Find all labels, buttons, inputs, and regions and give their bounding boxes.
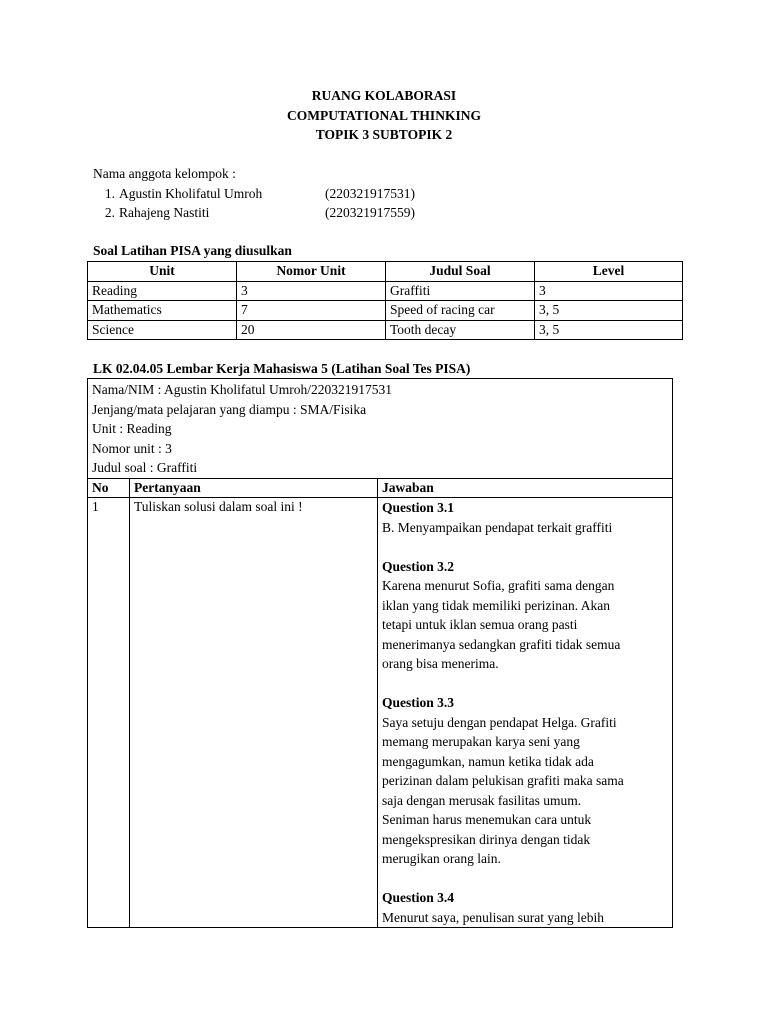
answer-question-label: Question 3.4: [382, 890, 455, 905]
table-cell: Science: [88, 320, 237, 340]
answer-question-label: Question 3.1: [382, 500, 455, 515]
answer-line: orang bisa menerima.: [382, 656, 499, 671]
worksheet-heading: LK 02.04.05 Lembar Kerja Mahasiswa 5 (Latihan Soal Tes PISA): [93, 361, 471, 376]
answer-question-label: Question 3.2: [382, 558, 455, 574]
column-header: Jawaban: [378, 478, 673, 498]
table-cell: 7: [237, 301, 386, 321]
column-header: No: [88, 478, 130, 498]
answer-line: memang merupakan karya seni yang: [382, 734, 580, 749]
answer-line: mengekspresikan dirinya dengan tidak: [382, 831, 591, 847]
answer-line: merugikan orang lain.: [382, 851, 501, 866]
pisa-table-heading: Soal Latihan PISA yang diusulkan: [93, 243, 292, 258]
info-line: Judul soal : Graffiti: [92, 460, 198, 475]
group-members: [93, 164, 415, 223]
table-header-row: [88, 262, 683, 282]
answer-line: iklan yang tidak memiliki perizinan. Akan: [382, 597, 610, 613]
answer-line: mengagumkan, namun ketika tidak ada: [382, 753, 594, 769]
members-label: Nama anggota kelompok :: [93, 166, 236, 181]
table-cell: 3: [237, 281, 386, 301]
answer-line: menerimanya sedangkan grafiti tidak semua: [382, 636, 621, 652]
table-cell: 3, 5: [535, 301, 683, 321]
member-row: [93, 203, 415, 223]
table-cell: 20: [237, 320, 386, 340]
answer-line: Menurut saya, penulisan surat yang lebih: [382, 909, 604, 925]
table-cell: Speed of racing car: [386, 301, 535, 321]
worksheet-info-row: [88, 379, 673, 479]
pisa-table: [87, 261, 683, 340]
table-row: [88, 281, 683, 301]
member-row: [93, 184, 415, 204]
column-header: Unit: [88, 262, 237, 282]
info-line: Jenjang/mata pelajaran yang diampu : SMA/Fisika: [92, 401, 367, 417]
answer-line: saja dengan merusak fasilitas umum.: [382, 792, 582, 808]
member-name: Agustin Kholifatul Umroh: [119, 185, 263, 201]
title-line-2: COMPUTATIONAL THINKING: [287, 107, 481, 123]
worksheet-info: [88, 379, 673, 479]
column-header: Nomor Unit: [237, 262, 386, 282]
table-cell: 3, 5: [535, 320, 683, 340]
table-row: [88, 498, 673, 928]
member-id: (220321917531): [325, 185, 415, 201]
member-id: (220321917559): [325, 205, 415, 220]
table-row: [88, 301, 683, 321]
table-cell: Mathematics: [88, 301, 237, 321]
answer-question-label: Question 3.3: [382, 695, 455, 710]
title-line-1: RUANG KOLABORASI: [311, 88, 457, 103]
member-number: 2.: [104, 205, 115, 220]
column-header: Judul Soal: [386, 262, 535, 282]
title-line-3: TOPIK 3 SUBTOPIK 2: [315, 127, 453, 142]
member-number: 1.: [104, 185, 115, 201]
table-cell: Tooth decay: [386, 320, 535, 340]
worksheet-table: [87, 378, 673, 928]
answer-line: Karena menurut Sofia, grafiti sama dengan: [382, 578, 615, 593]
document-title: [0, 86, 768, 145]
answer-cell: [378, 498, 673, 928]
column-header: Pertanyaan: [130, 478, 378, 498]
info-line: Nomor unit : 3: [92, 440, 172, 456]
table-cell: 3: [535, 281, 683, 301]
member-name: Rahajeng Nastiti: [119, 205, 210, 220]
info-line: Unit : Reading: [92, 421, 172, 436]
column-header: Level: [535, 262, 683, 282]
table-cell: Reading: [88, 281, 237, 301]
answer-line: Saya setuju dengan pendapat Helga. Grafiti: [382, 714, 617, 730]
question-cell: Tuliskan solusi dalam soal ini !: [130, 498, 378, 928]
table-header-row: [88, 478, 673, 498]
info-line: Nama/NIM : Agustin Kholifatul Umroh/220321917531: [92, 382, 392, 397]
table-cell: Graffiti: [386, 281, 535, 301]
table-row: [88, 320, 683, 340]
answer-line: Seniman harus menemukan cara untuk: [382, 812, 592, 827]
answer-line: B. Menyampaikan pendapat terkait graffiti: [382, 519, 613, 535]
row-number: 1: [88, 498, 130, 928]
answer-line: tetapi untuk iklan semua orang pasti: [382, 617, 578, 632]
answer-line: perizinan dalam pelukisan grafiti maka sama: [382, 773, 624, 788]
